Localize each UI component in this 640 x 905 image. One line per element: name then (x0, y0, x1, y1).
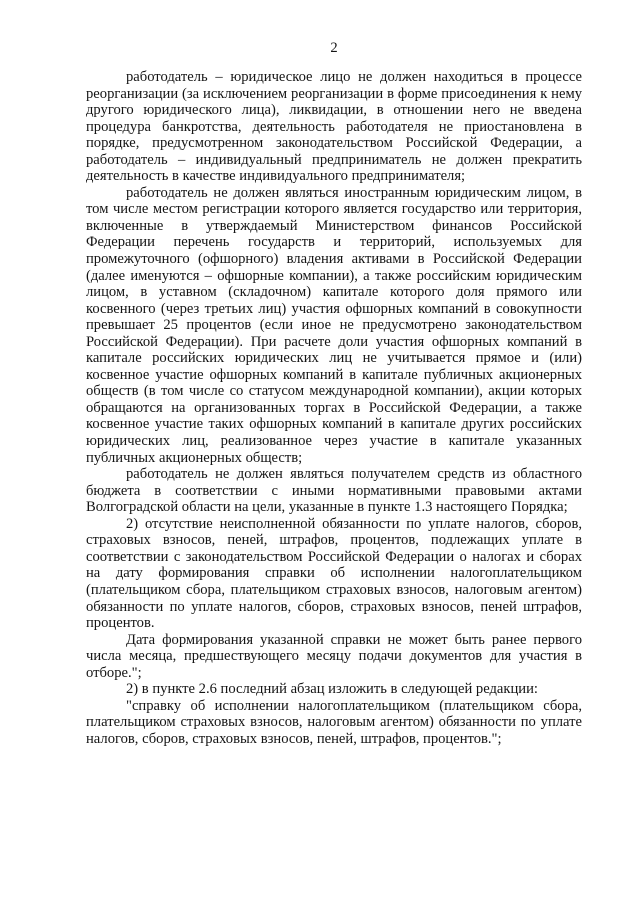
paragraph-tax-certificate: "справку об исполнении налогоплательщиком (плательщиком сбора, плательщиком страховых взносов, налоговым агентом) обязанности по уплате налогов, сборов, страховых взносов, пеней, штрафов, процентов."; (86, 697, 582, 747)
paragraph-tax-obligations: 2) отсутствие неисполненной обязанности по уплате налогов, сборов, страховых взносов, пеней, штрафов, процентов, подлежащих уплате в соответствии с законодательством Российской Федерации о налогах и сборах на дату формирования справки об исполнении налогоплательщиком (плательщиком сбора, плательщиком страховых взносов, налоговым агентом) обязанности по уплате налогов, сборов, страховых взносов, пеней штрафов, процентов. (86, 515, 582, 632)
paragraph-offshore-companies: работодатель не должен являться иностранным юридическим лицом, в том числе местом регистрации которого является государство или территория, включенные в утверждаемый Министерством финансов Российской Федерации перечень государств и территорий, используемых для промежуточного (офшорного) владения активами в Российской Федерации (далее именуются – офшорные компании), а также российским юридическим лицом, в уставном (складочном) капитале которого доля прямого или косвенного (через третьих лиц) участия офшорных компаний в совокупности превышает 25 процентов (если иное не предусмотрено законодательством Российской Федерации). При расчете доли участия офшорных компаний в капитале российских юридических лиц не учитывается прямое и (или) косвенное участие офшорных компаний в капитале публичных акционерных обществ (в том числе со статусом международной компании), акции которых обращаются на организованных торгах в Российской Федерации, а также косвенное участие таких офшорных компаний в капитале других российских юридических лиц, реализованное через участие в капитале указанных публичных акционерных обществ; (86, 184, 582, 466)
paragraph-item-2-6: 2) в пункте 2.6 последний абзац изложить в следующей редакции: (126, 681, 538, 698)
document-body (86, 69, 582, 747)
paragraph-regional-budget: работодатель не должен являться получателем средств из областного бюджета в соответствии с иными нормативными правовыми актами Волгоградской области на цели, указанные в пункте 1.3 настоящего Порядка; (86, 466, 582, 516)
paragraph-employer-reorganization: работодатель – юридическое лицо не должен находиться в процессе реорганизации (за исключением реорганизации в форме присоединения к нему другого юридического лица), ликвидации, в отношении него не введена процедура банкротства, деятельность работодателя не приостановлена в порядке, предусмотренном законодательством Российской Федерации, а работодатель – индивидуальный предприниматель не должен прекратить деятельность в качестве индивидуального предпринимателя; (86, 69, 582, 185)
paragraph-certificate-date: Дата формирования указанной справки не может быть ранее первого числа месяца, предшествующего месяцу подачи документов для участия в отборе."; (86, 631, 582, 681)
page-number: 2 (330, 40, 338, 56)
